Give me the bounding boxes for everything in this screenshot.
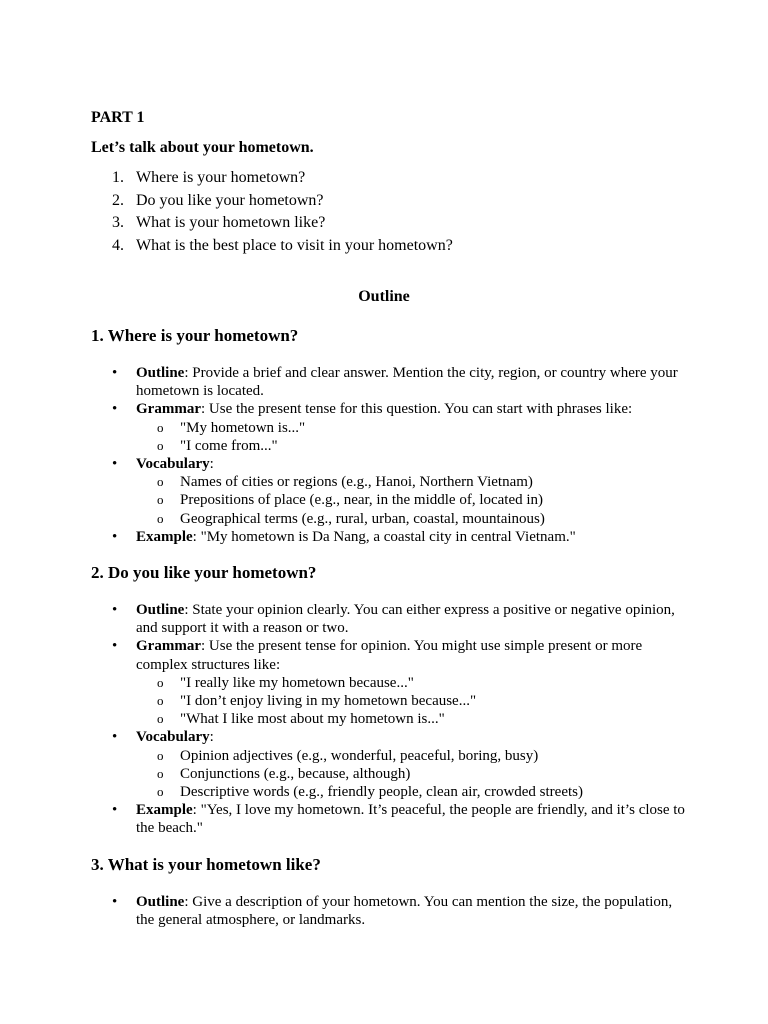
section-3-title: 3. What is your hometown like? — [91, 855, 321, 874]
part-heading: PART 1 — [91, 109, 145, 126]
bullet: • — [112, 528, 118, 545]
bullet: • — [112, 365, 118, 381]
sub-list-item: o Descriptive words (e.g., friendly people, clean air, crowded streets) — [157, 784, 583, 801]
sub-list-item: o "I really like my hometown because..." — [157, 674, 414, 691]
section-1-title: 1. Where is your hometown? — [91, 326, 299, 345]
bullet: • — [112, 456, 118, 473]
bullet: • — [112, 894, 118, 910]
sub-list-item: o "What I like most about my hometown is..." — [157, 711, 445, 728]
list-item: 1. Where is your hometown? — [112, 169, 306, 186]
outline-title: Outline — [358, 288, 410, 305]
list-item: • Outline: Provide a brief and clear answer. Mention the city, region, or country where your hometown is located. — [112, 365, 678, 400]
bullet: • — [112, 602, 118, 618]
bullet: • — [112, 401, 118, 418]
bullet: • — [112, 802, 118, 819]
list-item: • Outline: State your opinion clearly. You can either express a positive or negative opinion, and support it with a reason or two. — [112, 602, 675, 637]
list-item: • Grammar: Use the present tense for this question. You can start with phrases like: — [112, 401, 633, 418]
sub-list-item: o "My hometown is..." — [157, 419, 306, 436]
section-2-title: 2. Do you like your hometown? — [91, 563, 317, 582]
sub-list-item: o "I come from..." — [157, 437, 278, 454]
bullet: • — [112, 729, 118, 746]
list-item: • Grammar: Use the present tense for opinion. You might use simple present or more complex structures like: — [112, 638, 643, 673]
intro-heading: Let’s talk about your hometown. — [91, 139, 314, 156]
sub-list-item: o Geographical terms (e.g., rural, urban, coastal, mountainous) — [157, 510, 545, 527]
section-3-body — [112, 893, 692, 929]
sub-list-item: o "I don’t enjoy living in my hometown because..." — [157, 693, 477, 710]
list-item: 3. What is your hometown like? — [112, 214, 326, 231]
sub-list-item: o Conjunctions (e.g., because, although) — [157, 765, 411, 782]
list-item: • Vocabulary: — [112, 729, 214, 746]
sub-list-item: o Names of cities or regions (e.g., Hanoi, Northern Vietnam) — [157, 474, 533, 491]
list-item: • Vocabulary: — [112, 456, 214, 473]
list-item: 2. Do you like your hometown? — [112, 191, 324, 209]
list-item: • Example: "My hometown is Da Nang, a coastal city in central Vietnam." — [112, 528, 576, 545]
sub-list-item: o Prepositions of place (e.g., near, in the middle of, located in) — [157, 492, 544, 509]
bullet: • — [112, 638, 118, 655]
sub-list-item: o Opinion adjectives (e.g., wonderful, peaceful, boring, busy) — [157, 747, 539, 764]
list-item: 4. What is the best place to visit in your hometown? — [112, 236, 453, 254]
question-list — [112, 167, 453, 257]
list-item: • Example: "Yes, I love my hometown. It’s peaceful, the people are friendly, and it’s close to the beach." — [112, 802, 685, 837]
section-1-body — [112, 364, 692, 546]
section-2-body — [112, 601, 692, 838]
list-item: • Outline: Give a description of your hometown. You can mention the size, the population, the general atmosphere, or landmarks. — [112, 894, 673, 929]
